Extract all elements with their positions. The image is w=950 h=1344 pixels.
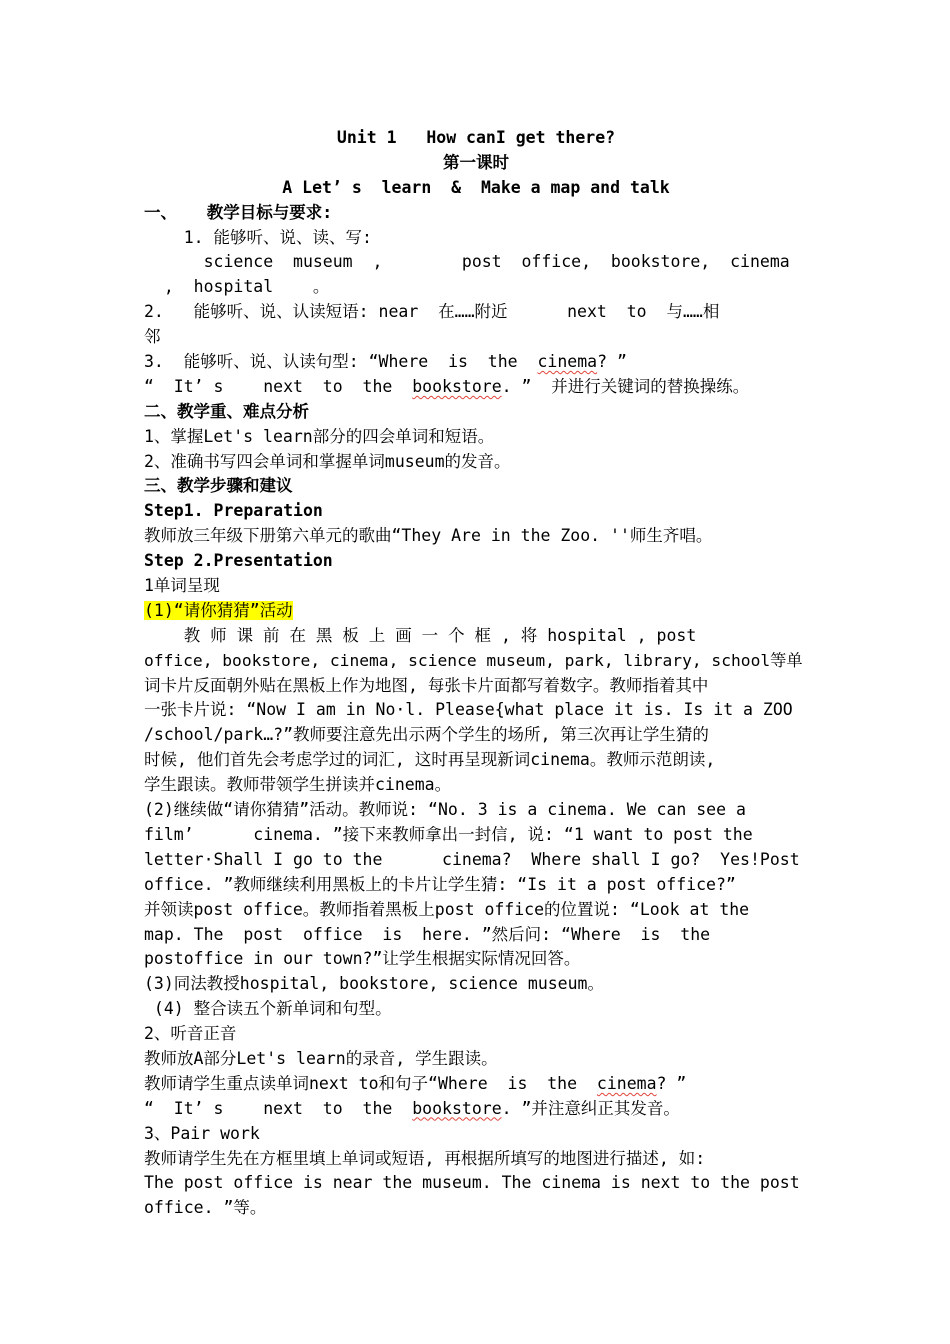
paragraph-line: (3)同法教授hospital, bookstore, science museum。 <box>144 974 604 994</box>
paragraph-line: (2)继续做“请你猜猜”活动。教师说: “No. 3 is a cinema. We can see a <box>144 800 746 820</box>
lesson-title: 第一课时 <box>443 152 509 172</box>
text-run: 教师请学生重点读单词next to和句子“Where is the <box>144 1073 597 1093</box>
activity-1-title <box>144 599 808 624</box>
paragraph-line: 时候, 他们首先会考虑学过的词汇, 这时再呈现新词cinema。教师示范朗读, <box>144 750 716 770</box>
paragraph-line: 教师放A部分Let's learn的录音, 学生跟读。 <box>144 1048 498 1068</box>
section-3-heading: 三、教学步骤和建议 <box>144 476 293 496</box>
text-run: 3. 能够听、说、认读句型: “Where is the <box>144 352 538 372</box>
spellcheck-word: bookstore <box>412 376 502 396</box>
key-point-2: 2、准确书写四会单词和掌握单词museum的发音。 <box>144 451 511 471</box>
spellcheck-word: cinema <box>596 1073 657 1093</box>
objective-2-cont: 邻 <box>144 327 161 347</box>
paragraph-line: film’ cinema. ”接下来教师拿出一封信, 说: “1 want to post the <box>144 824 753 844</box>
text-run: ? ” <box>597 352 627 372</box>
text-run: . ”并注意纠正其发音。 <box>501 1098 680 1118</box>
paragraph-line: postoffice in our town?”让学生根据实际情况回答。 <box>144 949 581 969</box>
paragraph-line: The post office is near the museum. The cinema is next to the post <box>144 1173 800 1193</box>
subsection-3: 3、Pair work <box>144 1123 260 1143</box>
unit-title: Unit 1 How canI get there? <box>336 128 616 147</box>
step-1-heading: Step1. Preparation <box>144 501 323 521</box>
paragraph-line: 词卡片反面朝外贴在黑板上作为地图, 每张卡片面都写着数字。教师指着其中 <box>144 675 709 695</box>
paragraph-line: 教 师 课 前 在 黑 板 上 画 一 个 框 , 将 hospital , post <box>144 625 697 645</box>
section-1-heading: 一、 教学目标与要求: <box>144 202 333 222</box>
paragraph-line: (4) 整合读五个新单词和句型。 <box>144 999 392 1019</box>
lesson-subtitle: A Let’ s learn & Make a map and talk <box>282 177 670 197</box>
paragraph-line <box>144 1097 808 1122</box>
paragraph-line: 一张卡片说: “Now I am in No·l. Please{what place it is. Is it a ZOO <box>144 700 793 720</box>
text-run: ? ” <box>656 1073 687 1093</box>
paragraph-line: letter·Shall I go to the cinema? Where shall I go? Yes!Post <box>144 849 800 869</box>
document-page <box>144 126 808 1221</box>
vocabulary-line-2: , hospital 。 <box>144 277 330 297</box>
paragraph-line: map. The post office is here. ”然后问: “Where is the <box>144 924 711 944</box>
step-2-heading: Step 2.Presentation <box>144 551 333 571</box>
objective-3-cont <box>144 375 808 400</box>
subsection-1: 1单词呈现 <box>144 576 220 596</box>
paragraph-line: 学生跟读。教师带领学生拼读并cinema。 <box>144 775 452 795</box>
objective-2: 2. 能够听、说、认读短语: near 在……附近 next to 与……相 <box>144 302 720 322</box>
paragraph-line: 教师请学生先在方框里填上单词或短语, 再根据所填写的地图进行描述, 如: <box>144 1148 706 1168</box>
step-1-text: 教师放三年级下册第六单元的歌曲“They Are in the Zoo. ''师生齐唱。 <box>144 526 713 546</box>
objective-3 <box>144 350 808 375</box>
vocabulary-line: science museum , post office, bookstore, cinema <box>144 252 790 272</box>
highlighted-text: (1)“请你猜猜”活动 <box>144 600 293 620</box>
spellcheck-word: bookstore <box>412 1098 502 1118</box>
text-run: “ It’ s next to the <box>144 1098 413 1118</box>
paragraph-line: office. ”教师继续利用黑板上的卡片让学生猜: “Is it a post office?” <box>144 874 736 894</box>
paragraph-line <box>144 1072 808 1097</box>
spellcheck-word: cinema <box>537 352 598 372</box>
paragraph-line: office. ”等。 <box>144 1198 267 1218</box>
paragraph-line: 并领读post office。教师指着黑板上post office的位置说: “Look at the <box>144 899 750 919</box>
section-2-heading: 二、教学重、难点分析 <box>144 401 309 421</box>
paragraph-line: office, bookstore, cinema, science museum, park, library, school等单 <box>144 650 803 670</box>
paragraph-line: /school/park…?”教师要注意先出示两个学生的场所, 第三次再让学生猜的 <box>144 725 709 745</box>
text-run: . ” 并进行关键词的替换操练。 <box>501 376 750 396</box>
key-point-1: 1、掌握Let's learn部分的四会单词和短语。 <box>144 426 495 446</box>
subsection-2: 2、听音正音 <box>144 1024 237 1044</box>
text-run: “ It’ s next to the <box>144 376 413 396</box>
objective-1: 1. 能够听、说、读、写: <box>144 227 372 247</box>
